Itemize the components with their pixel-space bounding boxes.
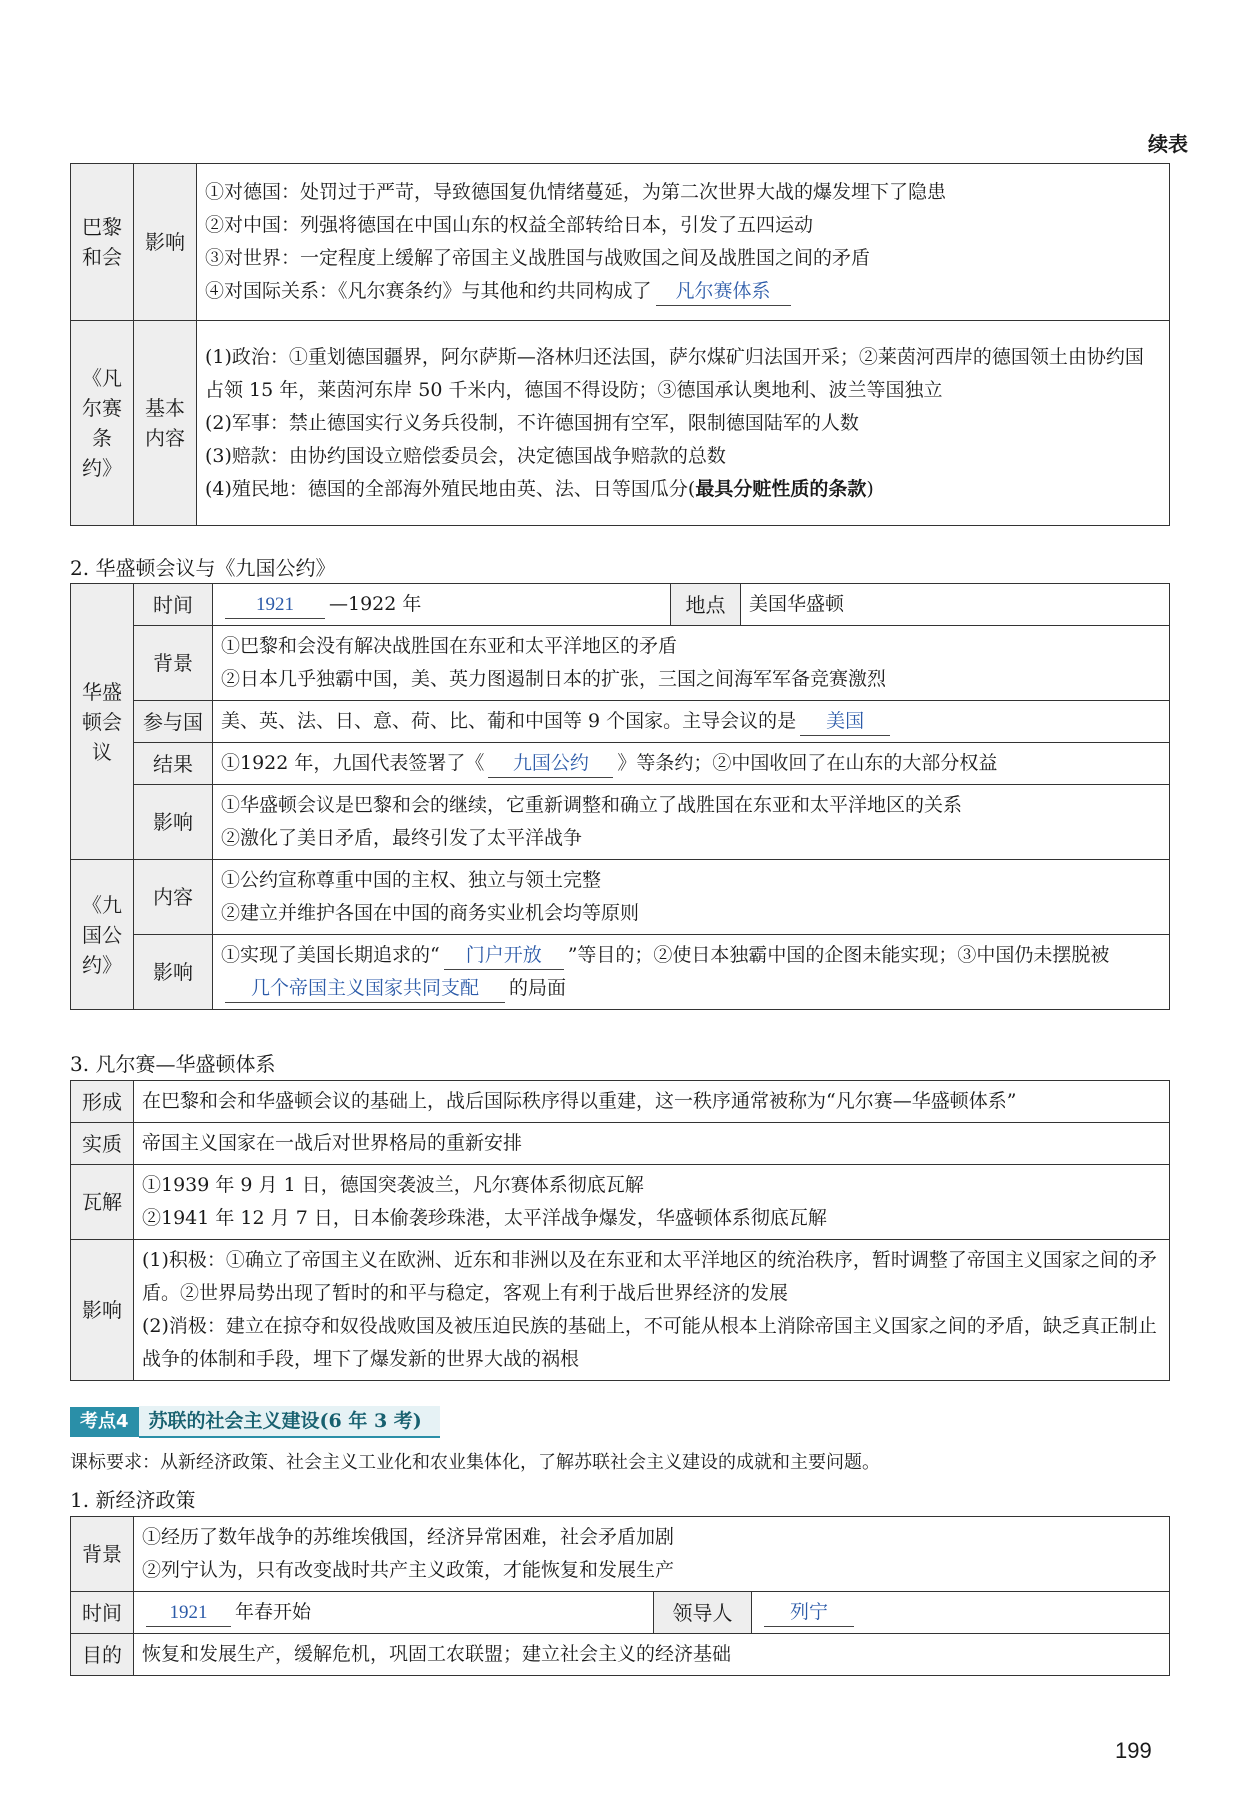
- key-point-title: 苏联的社会主义建设(6 年 3 考): [139, 1406, 440, 1438]
- text-line: ②建立并维护各国在中国的商务实业机会均等原则: [221, 902, 640, 924]
- text-line: ①华盛顿会议是巴黎和会的继续，它重新调整和确立了战胜国在东亚和太平洋地区的关系: [221, 794, 963, 816]
- answer-blank: 门户开放: [444, 943, 564, 970]
- label-essence: 实质: [71, 1123, 134, 1165]
- text-line: ②日本几乎独霸中国，美、英力图遏制日本的扩张，三国之间海军军备竞赛激烈: [221, 668, 887, 690]
- group-label-washington: 华盛顿会议: [71, 584, 134, 860]
- cell-participants: 美、英、法、日、意、荷、比、葡和中国等 9 个国家。主导会议的是 美国: [213, 701, 1170, 743]
- text-line: (2)军事：禁止德国实行义务兵役制，不许德国拥有空军，限制德国陆军的人数: [205, 411, 859, 434]
- key-point-tag: 考点4: [70, 1407, 139, 1437]
- label-goal: 目的: [71, 1634, 134, 1676]
- cell-formation: 在巴黎和会和华盛顿会议的基础上，战后国际秩序得以重建，这一秩序通常被称为“凡尔赛—华盛顿体系”: [134, 1081, 1170, 1123]
- cell-essence: 帝国主义国家在一战后对世界格局的重新安排: [134, 1123, 1170, 1165]
- text-line: ①经历了数年战争的苏维埃俄国，经济异常困难，社会矛盾加剧: [142, 1526, 675, 1548]
- table-row: [71, 584, 1170, 626]
- text-line: ③对世界：一定程度上缓解了帝国主义战胜国与战败国之间及战胜国之间的矛盾: [205, 247, 871, 269]
- table-row: [71, 935, 1170, 1010]
- table-row: [71, 164, 1170, 321]
- table-row: [71, 626, 1170, 701]
- section-title-washington: 2. 华盛顿会议与《九国公约》: [70, 556, 336, 580]
- table-row: [71, 1081, 1170, 1123]
- answer-blank: 九国公约: [488, 751, 613, 778]
- section-title-nep: 1. 新经济政策: [70, 1488, 196, 1512]
- key-point-header: [70, 1407, 440, 1437]
- table-row: [71, 785, 1170, 860]
- group-label-versailles: 《凡尔赛条约》: [71, 321, 134, 526]
- text-line: (3)赔款：由协约国设立赔偿委员会，决定德国战争赔款的总数: [205, 444, 726, 467]
- text-line: ①巴黎和会没有解决战胜国在东亚和太平洋地区的矛盾: [221, 635, 678, 657]
- cell-goal: 恢复和发展生产，缓解危机，巩固工农联盟；建立社会主义的经济基础: [134, 1634, 1170, 1676]
- cell-time: 1921 —1922 年: [213, 584, 671, 626]
- answer-blank: 几个帝国主义国家共同支配: [225, 976, 505, 1003]
- text-line: ①公约宣称尊重中国的主权、独立与领土完整: [221, 869, 602, 891]
- table-row: [71, 321, 1170, 526]
- table-row: [71, 1634, 1170, 1676]
- group-label-nine-power: 《九国公约》: [71, 860, 134, 1010]
- cell-paris-influence: [197, 164, 1170, 321]
- cell-place: 美国华盛顿: [741, 584, 1170, 626]
- text-line: (1)政治：①重划德国疆界，阿尔萨斯—洛林归还法国，萨尔煤矿归法国开采；②莱茵河西岸的德国领土由协约国占领 15 年，莱茵河东岸 50 千米内，德国不得设防；③德国承认奥地利、波兰等国独立: [205, 345, 1144, 401]
- answer-blank: 1921: [225, 592, 325, 619]
- label-time-nep: 时间: [71, 1592, 134, 1634]
- table-paris-versailles: [70, 163, 1170, 526]
- table-row: [71, 701, 1170, 743]
- label-leader: 领导人: [654, 1592, 752, 1634]
- label-collapse: 瓦解: [71, 1165, 134, 1240]
- cell-leader: [752, 1592, 1170, 1634]
- sub-label-content: 基本内容: [134, 321, 197, 526]
- label-time: 时间: [134, 584, 213, 626]
- table-washington: [70, 583, 1170, 1010]
- text-line: ①对德国：处罚过于严苛，导致德国复仇情绪蔓延，为第二次世界大战的爆发埋下了隐患: [205, 181, 947, 203]
- text-line: (2)消极：建立在掠夺和奴役战败国及被压迫民族的基础上，不可能从根本上消除帝国主义国家之间的矛盾，缺乏真正制止战争的体制和手段，埋下了爆发新的世界大战的祸根: [142, 1315, 1157, 1370]
- text-line: (1)积极：①确立了帝国主义在欧洲、近东和非洲以及在东亚和太平洋地区的统治秩序，暂时调整了帝国主义国家之间的矛盾。②世界局势出现了暂时的和平与稳定，客观上有利于战后世界经济的发展: [142, 1249, 1157, 1304]
- table-row: [71, 743, 1170, 785]
- table-nep: [70, 1516, 1170, 1676]
- cell-influence-2: ①实现了美国长期追求的“ 门户开放 ”等目的；②使日本独霸中国的企图未能实现；③中国仍未摆脱被几个帝国主义国家共同支配 的局面: [213, 935, 1170, 1010]
- label-influence-2: 影响: [134, 935, 213, 1010]
- label-content: 内容: [134, 860, 213, 935]
- label-background: 背景: [134, 626, 213, 701]
- text-line: ①1939 年 9 月 1 日，德国突袭波兰，凡尔赛体系彻底瓦解: [142, 1174, 644, 1196]
- bold-note: 最具分赃性质的条款: [695, 477, 867, 500]
- label-influence-3: 影响: [71, 1240, 134, 1381]
- group-label-paris: 巴黎和会: [71, 164, 134, 321]
- text-line: ②对中国：列强将德国在中国山东的权益全部转给日本，引发了五四运动: [205, 214, 814, 236]
- section-title-system: 3. 凡尔赛—华盛顿体系: [70, 1052, 276, 1076]
- table-row: [71, 1240, 1170, 1381]
- text-line: ②列宁认为，只有改变战时共产主义政策，才能恢复和发展生产: [142, 1559, 675, 1581]
- label-place: 地点: [671, 584, 741, 626]
- label-participants: 参与国: [134, 701, 213, 743]
- answer-blank: 美国: [800, 709, 890, 736]
- text-line: (4)殖民地：德国的全部海外殖民地由英、法、日等国瓜分(最具分赃性质的条款): [205, 477, 874, 500]
- answer-blank: 1921: [146, 1600, 231, 1627]
- label-background-nep: 背景: [71, 1517, 134, 1592]
- page-number: 199: [1115, 1738, 1152, 1763]
- text-line: ②1941 年 12 月 7 日，日本偷袭珍珠港，太平洋战争爆发，华盛顿体系彻底瓦解: [142, 1207, 827, 1229]
- table-row: [71, 1592, 1170, 1634]
- text-line: ②激化了美日矛盾，最终引发了太平洋战争: [221, 827, 583, 849]
- continued-label: 续表: [1148, 132, 1188, 156]
- text-line: ④对国际关系：《凡尔赛条约》与其他和约共同构成了 凡尔赛体系: [205, 275, 1161, 308]
- cell-result: ①1922 年，九国代表签署了《 九国公约 》等条约；②中国收回了在山东的大部分权益: [213, 743, 1170, 785]
- curriculum-requirement: 课标要求：从新经济政策、社会主义工业化和农业集体化，了解苏联社会主义建设的成就和主要问题。: [70, 1452, 880, 1473]
- cell-content: [213, 860, 1170, 935]
- label-formation: 形成: [71, 1081, 134, 1123]
- cell-collapse: [134, 1165, 1170, 1240]
- table-row: [71, 1165, 1170, 1240]
- table-row: [71, 1517, 1170, 1592]
- cell-time-nep: 1921 年春开始: [134, 1592, 654, 1634]
- label-influence: 影响: [134, 785, 213, 860]
- table-system: [70, 1080, 1170, 1381]
- cell-influence: [213, 785, 1170, 860]
- answer-blank: 凡尔赛体系: [656, 279, 791, 306]
- cell-versailles-content: [197, 321, 1170, 526]
- cell-background-nep: [134, 1517, 1170, 1592]
- table-row: [71, 860, 1170, 935]
- table-row: [71, 1123, 1170, 1165]
- answer-blank: 列宁: [764, 1600, 854, 1627]
- label-result: 结果: [134, 743, 213, 785]
- cell-influence-3: [134, 1240, 1170, 1381]
- cell-background: [213, 626, 1170, 701]
- sub-label-influence: 影响: [134, 164, 197, 321]
